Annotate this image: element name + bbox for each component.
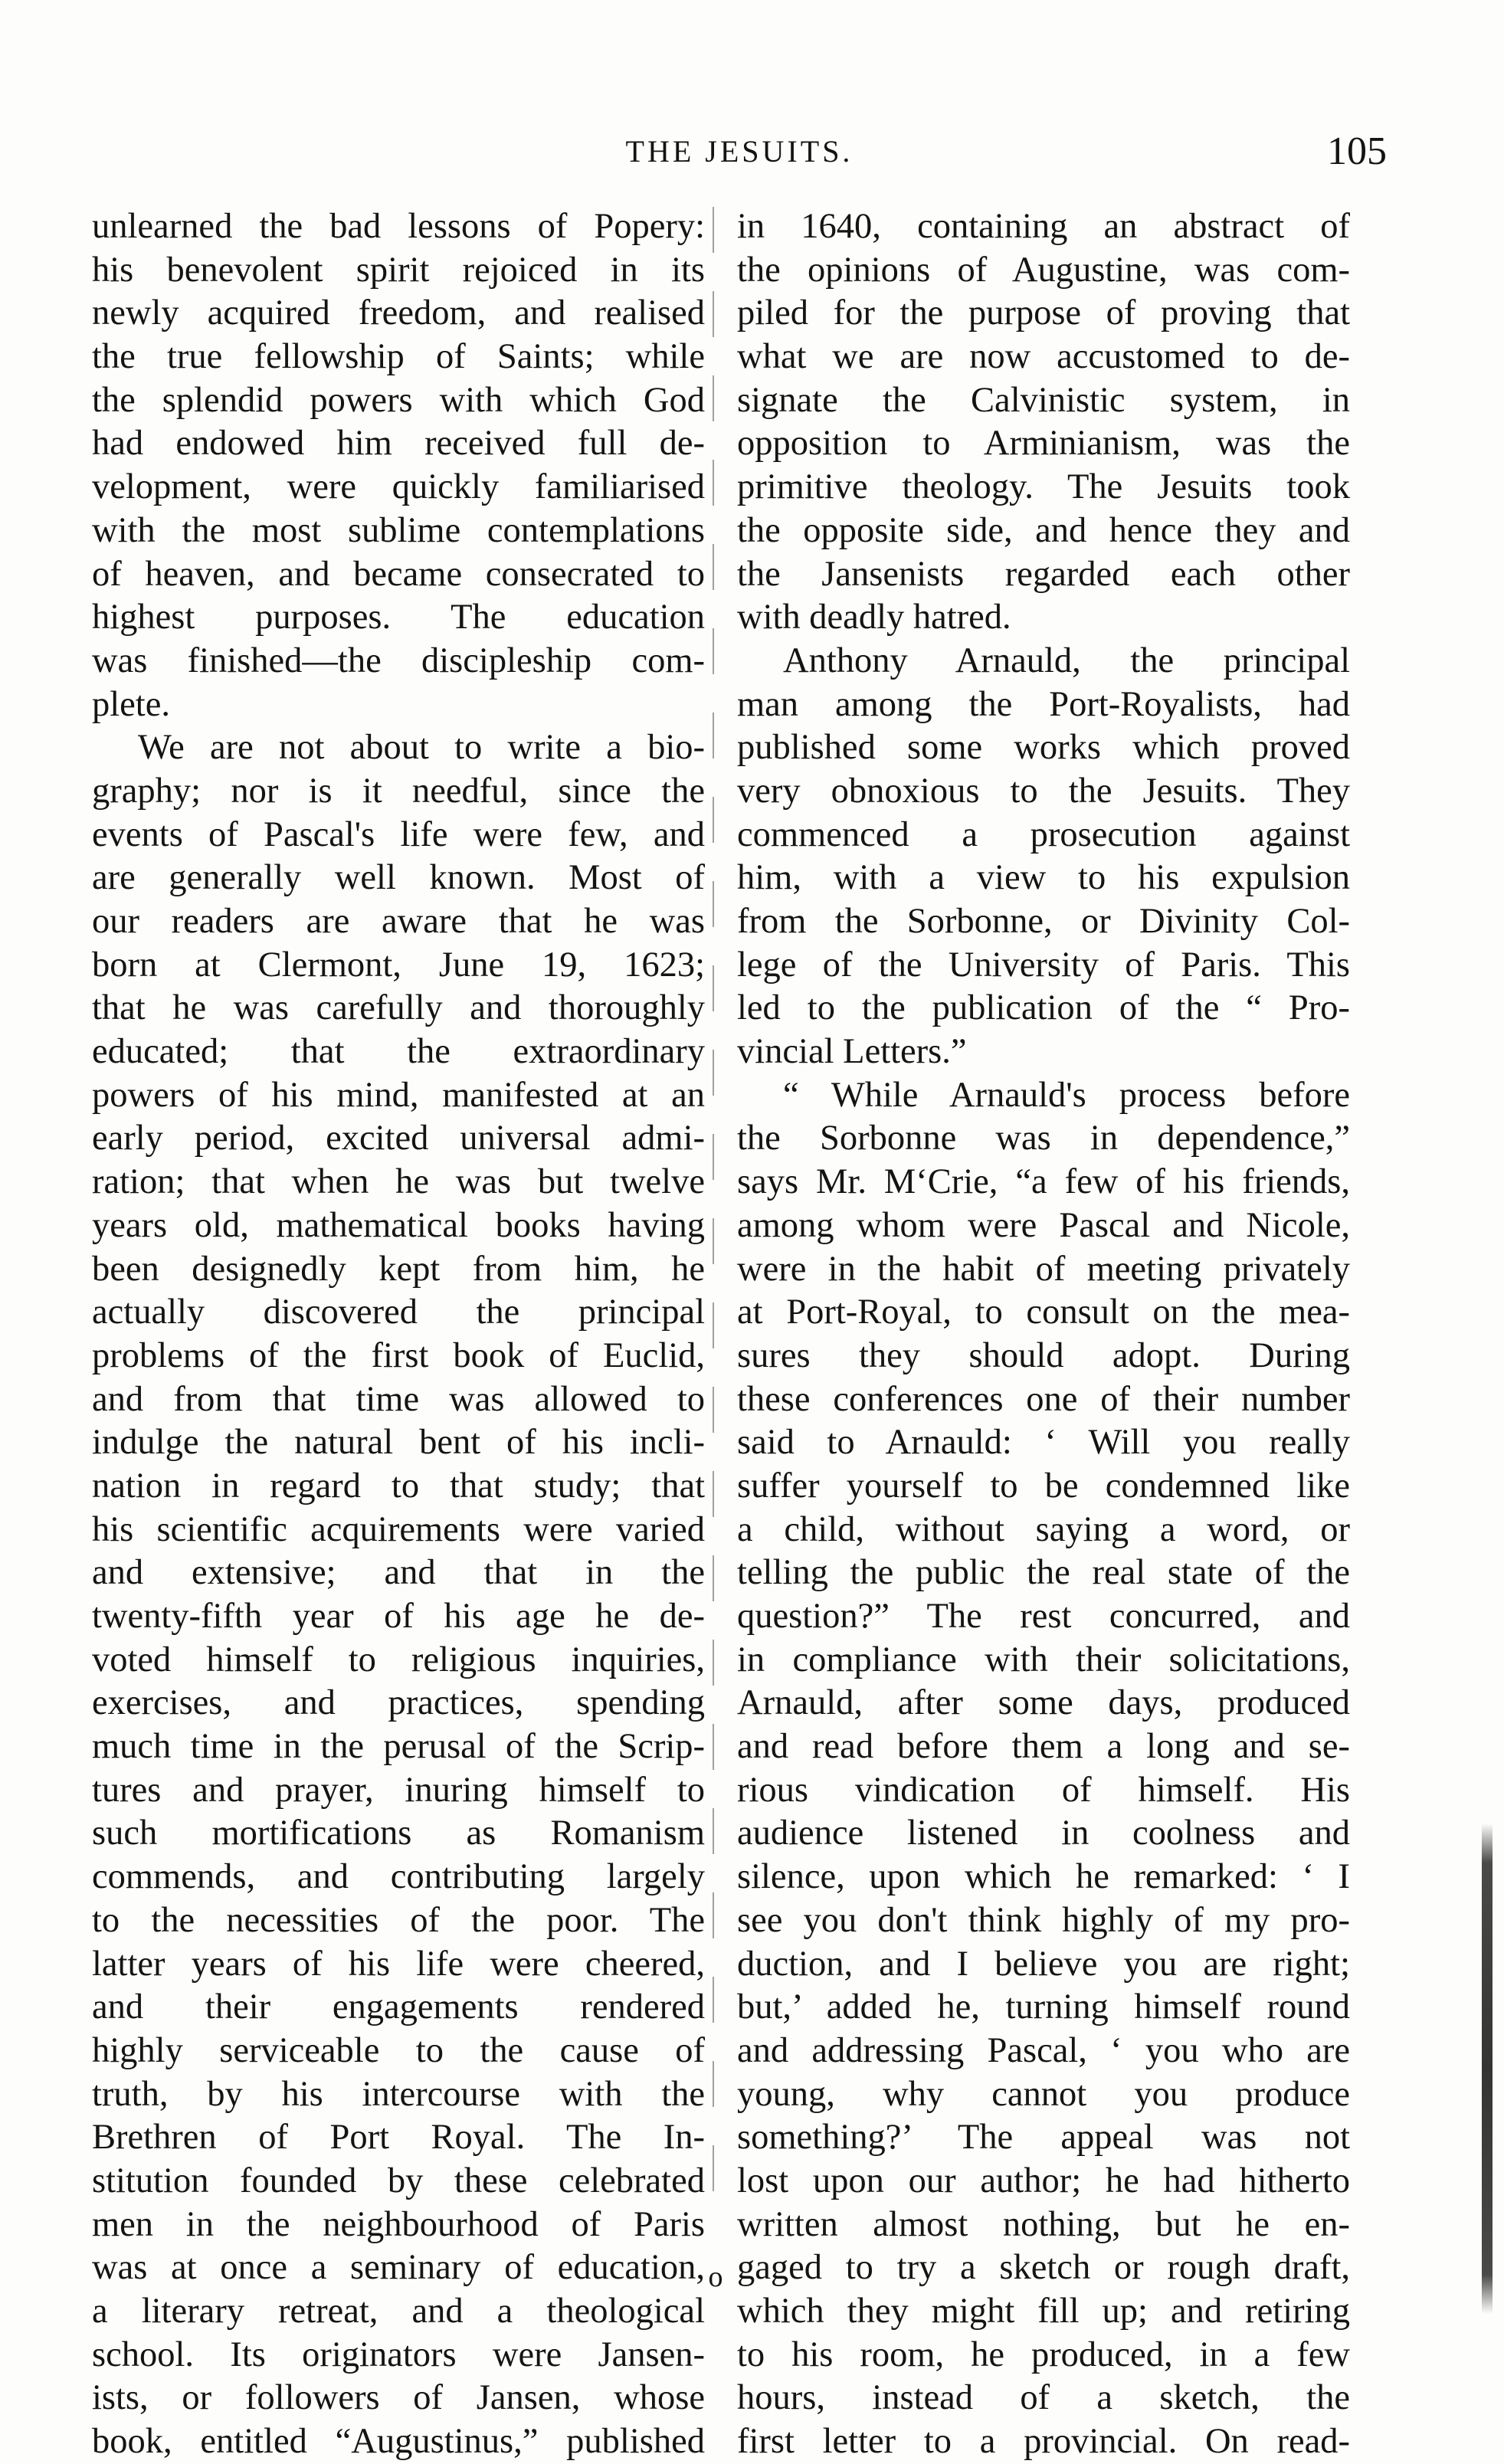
- text-line: early period, excited universal admi-: [92, 1119, 705, 1158]
- text-line: much time in the perusal of the Scrip-: [92, 1727, 705, 1767]
- text-line: first letter to a provincial. On read-: [737, 2422, 1350, 2462]
- text-line: nation in regard to that study; that: [92, 1466, 705, 1506]
- text-line: graphy; nor is it needful, since the: [92, 771, 705, 811]
- text-line: in 1640, containing an abstract of: [737, 207, 1350, 246]
- text-line: of heaven, and became consecrated to: [92, 554, 705, 594]
- text-line: which they might fill up; and retiring: [737, 2292, 1350, 2331]
- text-line: unlearned the bad lessons of Popery:: [92, 207, 705, 246]
- text-line: primitive theology. The Jesuits took: [737, 467, 1350, 507]
- text-line: Brethren of Port Royal. The In-: [92, 2118, 705, 2158]
- right-text-column: [737, 205, 1350, 2464]
- text-line: that he was carefully and thoroughly: [92, 988, 705, 1028]
- text-line: a child, without saying a word, or: [737, 1509, 1350, 1549]
- text-line: stitution founded by these celebrated: [92, 2161, 705, 2200]
- text-line: telling the public the real state of the: [737, 1553, 1350, 1593]
- text-line: the opinions of Augustine, was com-: [737, 250, 1350, 290]
- text-line: among whom were Pascal and Nicole,: [737, 1205, 1350, 1245]
- text-line: was finished—the discipleship com-: [92, 641, 705, 680]
- text-line: highly serviceable to the cause of: [92, 2030, 705, 2070]
- text-line: the opposite side, and hence they and: [737, 510, 1350, 550]
- text-line: truth, by his intercourse with the: [92, 2074, 705, 2114]
- text-line: with the most sublime contemplations: [92, 510, 705, 550]
- text-line: We are not about to write a bio-: [138, 728, 705, 768]
- text-line: the splendid powers with which God: [92, 380, 705, 420]
- column-divider: [713, 207, 714, 2214]
- text-line: newly acquired freedom, and realised: [92, 293, 705, 333]
- text-line: exercises, and practices, spending: [92, 1683, 705, 1723]
- text-line: highest purposes. The education: [92, 598, 705, 637]
- text-line: silence, upon which he remarked: ‘ I: [737, 1857, 1350, 1897]
- text-line: with deadly hatred.: [737, 598, 1011, 637]
- text-line: suffer yourself to be condemned like: [737, 1466, 1350, 1506]
- text-line: and their engagements rendered: [92, 1987, 705, 2027]
- page-edge-shadow: [1482, 1823, 1493, 2314]
- text-line: his benevolent spirit rejoiced in its: [92, 250, 705, 290]
- text-line: lege of the University of Paris. This: [737, 945, 1350, 985]
- text-line: book, entitled “Augustinus,” published: [92, 2422, 705, 2462]
- text-line: powers of his mind, manifested at an: [92, 1075, 705, 1115]
- text-line: at Port-Royal, to consult on the mea-: [737, 1293, 1350, 1332]
- text-line: born at Clermont, June 19, 1623;: [92, 945, 705, 985]
- text-line: commends, and contributing largely: [92, 1857, 705, 1897]
- text-line: led to the publication of the “ Pro-: [737, 988, 1350, 1028]
- text-line: published some works which proved: [737, 728, 1350, 768]
- text-line: gaged to try a sketch or rough draft,: [737, 2248, 1350, 2288]
- text-line: had endowed him received full de-: [92, 424, 705, 464]
- text-line: in compliance with their solicitations,: [737, 1640, 1350, 1679]
- text-line: piled for the purpose of proving that: [737, 293, 1350, 333]
- text-line: said to Arnauld: ‘ Will you really: [737, 1423, 1350, 1463]
- text-line: ration; that when he was but twelve: [92, 1162, 705, 1202]
- page-header: [92, 129, 1387, 187]
- page-number: 105: [1327, 129, 1387, 173]
- running-title: THE JESUITS.: [625, 134, 854, 169]
- text-line: events of Pascal's life were few, and: [92, 814, 705, 854]
- text-line: from the Sorbonne, or Divinity Col-: [737, 902, 1350, 941]
- text-line: Arnauld, after some days, produced: [737, 1683, 1350, 1723]
- text-line: to his room, he produced, in a few: [737, 2335, 1350, 2374]
- text-line: our readers are aware that he was: [92, 902, 705, 941]
- text-line: plete.: [92, 684, 170, 724]
- text-line: vincial Letters.”: [737, 1032, 967, 1072]
- text-line: indulge the natural bent of his incli-: [92, 1423, 705, 1463]
- text-line: lost upon our author; he had hitherto: [737, 2161, 1350, 2200]
- text-line: twenty-fifth year of his age he de-: [92, 1597, 705, 1636]
- text-line: problems of the first book of Euclid,: [92, 1335, 705, 1375]
- text-line: something?’ The appeal was not: [737, 2118, 1350, 2158]
- text-line: written almost nothing, but he en-: [737, 2204, 1350, 2244]
- text-line: and addressing Pascal, ‘ you who are: [737, 2030, 1350, 2070]
- text-line: men in the neighbourhood of Paris: [92, 2204, 705, 2244]
- text-line: were in the habit of meeting privately: [737, 1249, 1350, 1289]
- text-line: what we are now accustomed to de-: [737, 337, 1350, 377]
- text-line: tures and prayer, inuring himself to: [92, 1770, 705, 1810]
- text-line: the Sorbonne was in dependence,”: [737, 1119, 1350, 1158]
- text-line: Anthony Arnauld, the principal: [783, 641, 1350, 680]
- text-line: hours, instead of a sketch, the: [737, 2378, 1350, 2418]
- text-line: him, with a view to his expulsion: [737, 858, 1350, 898]
- text-line: educated; that the extraordinary: [92, 1032, 705, 1072]
- text-line: such mortifications as Romanism: [92, 1814, 705, 1853]
- text-line: latter years of his life were cheered,: [92, 1944, 705, 1984]
- text-line: rious vindication of himself. His: [737, 1770, 1350, 1810]
- text-line: these conferences one of their number: [737, 1379, 1350, 1419]
- text-line: are generally well known. Most of: [92, 858, 705, 898]
- text-line: see you don't think highly of my pro-: [737, 1900, 1350, 1940]
- left-text-column: [92, 205, 705, 2464]
- text-line: ists, or followers of Jansen, whose: [92, 2378, 705, 2418]
- text-line: actually discovered the principal: [92, 1293, 705, 1332]
- signature-mark: o: [708, 2261, 723, 2293]
- text-line: and extensive; and that in the: [92, 1553, 705, 1593]
- text-line: the Jansenists regarded each other: [737, 554, 1350, 594]
- text-line: young, why cannot you produce: [737, 2074, 1350, 2114]
- text-line: says Mr. M‘Crie, “a few of his friends,: [737, 1162, 1350, 1202]
- text-line: to the necessities of the poor. The: [92, 1900, 705, 1940]
- text-line: sures they should adopt. During: [737, 1335, 1350, 1375]
- text-line: commenced a prosecution against: [737, 814, 1350, 854]
- text-line: been designedly kept from him, he: [92, 1249, 705, 1289]
- text-line: “ While Arnauld's process before: [783, 1075, 1350, 1115]
- text-line: was at once a seminary of education,: [92, 2248, 705, 2288]
- text-line: voted himself to religious inquiries,: [92, 1640, 705, 1679]
- text-line: school. Its originators were Jansen-: [92, 2335, 705, 2374]
- text-line: audience listened in coolness and: [737, 1814, 1350, 1853]
- text-line: signate the Calvinistic system, in: [737, 380, 1350, 420]
- text-line: duction, and I believe you are right;: [737, 1944, 1350, 1984]
- text-line: a literary retreat, and a theological: [92, 2292, 705, 2331]
- text-line: years old, mathematical books having: [92, 1205, 705, 1245]
- text-line: and read before them a long and se-: [737, 1727, 1350, 1767]
- text-line: man among the Port-Royalists, had: [737, 684, 1350, 724]
- text-line: question?” The rest concurred, and: [737, 1597, 1350, 1636]
- text-line: his scientific acquirements were varied: [92, 1509, 705, 1549]
- text-line: the true fellowship of Saints; while: [92, 337, 705, 377]
- text-line: but,’ added he, turning himself round: [737, 1987, 1350, 2027]
- text-line: and from that time was allowed to: [92, 1379, 705, 1419]
- text-line: very obnoxious to the Jesuits. They: [737, 771, 1350, 811]
- text-line: opposition to Arminianism, was the: [737, 424, 1350, 464]
- text-line: velopment, were quickly familiarised: [92, 467, 705, 507]
